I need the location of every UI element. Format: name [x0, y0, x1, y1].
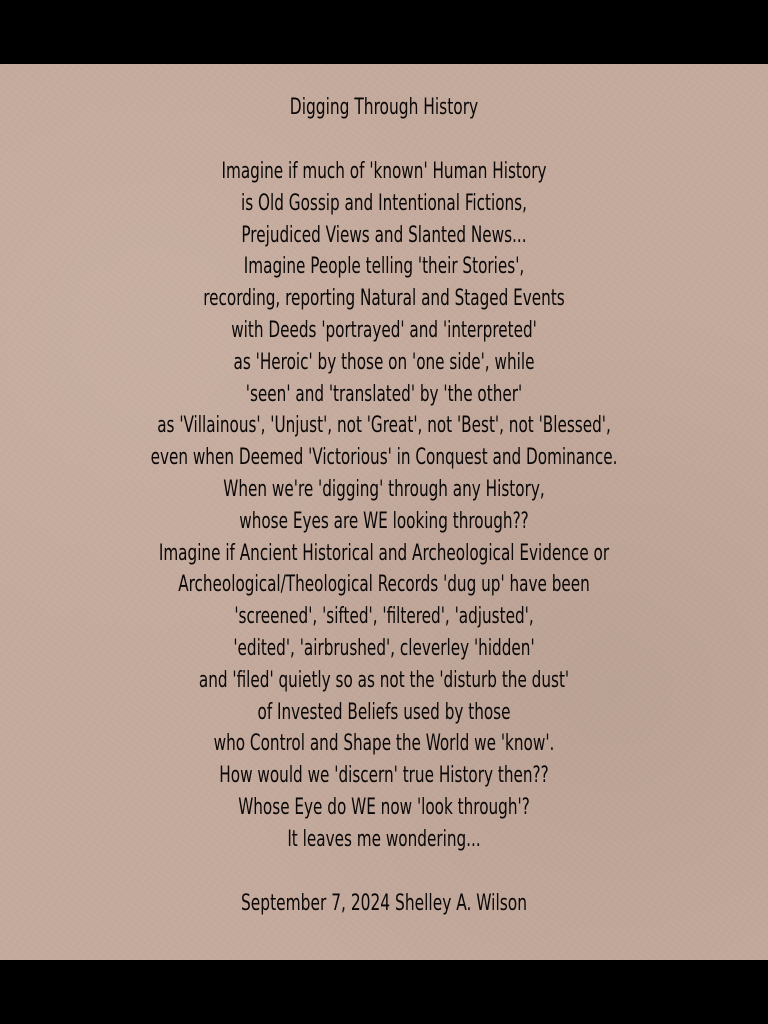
poem-line: Imagine if much of 'known' Human History	[221, 159, 547, 184]
poem-line: Imagine if Ancient Historical and Archeological Evidence or	[158, 540, 610, 566]
poem-line: It leaves me wondering...	[287, 826, 481, 852]
poem-line: with Deeds 'portrayed' and 'interpreted'	[231, 317, 537, 343]
poem-line: is Old Gossip and Intentional Fictions,	[241, 190, 527, 216]
poem-lines	[0, 156, 768, 856]
poem-line: who Control and Shape the World we 'know'.	[213, 731, 555, 757]
poem-line: Whose Eye do WE now 'look through'?	[238, 794, 530, 820]
poem-signature: September 7, 2024 Shelley A. Wilson	[240, 890, 528, 916]
poem-line: Archeological/Theological Records 'dug up' have been	[178, 572, 590, 598]
poem-line: 'seen' and 'translated' by 'the other'	[245, 381, 523, 407]
poem-line: recording, reporting Natural and Staged Events	[203, 286, 565, 312]
poem-line: and 'filed' quietly so as not the 'disturb the dust'	[198, 667, 570, 693]
poem-line: even when Deemed 'Victorious' in Conquest and Dominance.	[150, 445, 618, 471]
poem-line: 'edited', 'airbrushed', cleverley 'hidden'	[233, 635, 535, 661]
poem-line: whose Eyes are WE looking through??	[239, 508, 529, 534]
poem-line: Imagine People telling 'their Stories',	[243, 254, 525, 280]
signature-spacer	[0, 856, 768, 888]
poem-line: as 'Villainous', 'Unjust', not 'Great', not 'Best', not 'Blessed',	[157, 413, 611, 439]
poem-line: How would we 'discern' true History then??	[219, 763, 549, 789]
poem-line: 'screened', 'sifted', 'filtered', 'adjusted',	[234, 604, 534, 630]
poem-line: of Invested Beliefs used by those	[257, 699, 511, 725]
poem-line: When we're 'digging' through any History,	[223, 476, 545, 502]
poem-card	[0, 64, 768, 960]
title-spacer	[0, 124, 768, 156]
poem-line: as 'Heroic' by those on 'one side', while	[233, 349, 535, 375]
poem-title: Digging Through History	[289, 95, 479, 120]
poem-block	[0, 92, 768, 920]
poem-line: Prejudiced Views and Slanted News...	[241, 222, 527, 248]
